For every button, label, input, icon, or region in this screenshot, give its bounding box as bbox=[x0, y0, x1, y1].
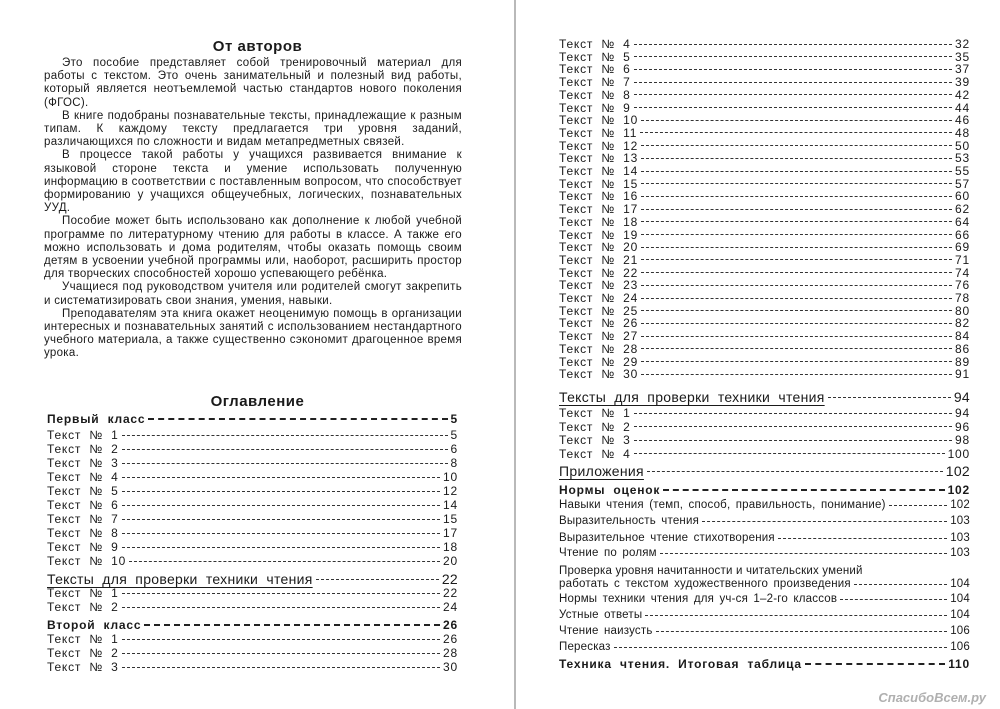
toc-entry-page: 103 bbox=[950, 547, 970, 559]
toc-entry-page: 89 bbox=[955, 354, 970, 369]
toc-leader bbox=[641, 158, 952, 159]
toc-entry-page: 69 bbox=[955, 240, 970, 255]
toc-entry bbox=[559, 609, 970, 621]
toc-entry-label: Текст № 19 bbox=[559, 227, 639, 242]
toc-entry bbox=[47, 571, 458, 587]
toc-leader bbox=[122, 607, 440, 608]
toc-entry-label: Текст № 14 bbox=[559, 164, 639, 178]
toc-entry-page: 78 bbox=[955, 291, 970, 305]
toc-entry-label: Текст № 1 bbox=[47, 586, 119, 600]
toc-leader bbox=[854, 584, 947, 585]
toc-leader bbox=[660, 553, 947, 554]
toc-leader bbox=[828, 397, 951, 398]
toc-leader bbox=[640, 132, 952, 133]
toc-leader bbox=[122, 477, 440, 478]
toc-entry-page: 30 bbox=[443, 660, 458, 674]
toc-entry-page: 106 bbox=[950, 641, 970, 653]
toc-entry-label: Чтение по ролям bbox=[559, 547, 657, 559]
toc-entry-page: 26 bbox=[443, 618, 458, 632]
toc-entry-page: 37 bbox=[955, 62, 970, 77]
toc-entry-label: Текст № 26 bbox=[559, 316, 639, 331]
toc-leader bbox=[122, 491, 440, 492]
toc-entry-page: 91 bbox=[955, 367, 970, 382]
toc-entry-page: 103 bbox=[950, 532, 970, 544]
toc-entry-label: Чтение наизусть bbox=[559, 625, 653, 637]
toc-leader bbox=[634, 82, 952, 83]
toc-entry bbox=[559, 447, 970, 461]
toc-entry-page: 22 bbox=[441, 571, 458, 587]
toc-entry-page: 102 bbox=[947, 483, 970, 497]
toc-leader bbox=[641, 259, 952, 260]
toc-leader bbox=[641, 221, 952, 222]
toc-entry-label: Текст № 9 bbox=[47, 540, 119, 554]
toc-leader bbox=[634, 69, 952, 70]
toc-entry-label: Текст № 18 bbox=[559, 214, 639, 229]
toc-leader bbox=[634, 56, 952, 57]
toc-entry-label: Нормы оценок bbox=[559, 483, 661, 497]
toc-entry-page: 60 bbox=[955, 189, 970, 204]
toc-entry-label: Текст № 10 bbox=[47, 554, 127, 568]
toc-entry-page: 44 bbox=[955, 100, 970, 115]
toc-entry-page: 76 bbox=[955, 278, 970, 293]
toc-entry bbox=[47, 618, 458, 632]
toc-title: Оглавление bbox=[210, 393, 305, 410]
toc-entry-page: 53 bbox=[955, 151, 970, 166]
toc-leader bbox=[889, 505, 948, 506]
toc-leader bbox=[634, 107, 952, 108]
toc-leader bbox=[645, 615, 947, 616]
toc-leader bbox=[805, 663, 945, 665]
toc-entry-page: 106 bbox=[950, 625, 970, 637]
toc-entry-label: Второй класс bbox=[47, 618, 142, 632]
toc-leader bbox=[641, 285, 952, 286]
toc-leader bbox=[641, 145, 952, 146]
toc-entry bbox=[47, 586, 458, 600]
toc-leader bbox=[641, 374, 952, 375]
toc-entry-label: Текст № 7 bbox=[559, 75, 631, 90]
toc-leader bbox=[641, 120, 952, 121]
toc-leader bbox=[122, 435, 448, 436]
toc-leader bbox=[122, 449, 448, 450]
toc-entry-label: Текст № 2 bbox=[47, 442, 119, 456]
toc-entry-label: Текст № 1 bbox=[559, 406, 631, 420]
toc-entry bbox=[47, 498, 458, 512]
toc-leader bbox=[641, 310, 952, 311]
toc-entry-label: Тексты для проверки техники чтения bbox=[47, 571, 313, 587]
toc-entry bbox=[47, 456, 458, 470]
toc-entry-page: 104 bbox=[950, 593, 970, 605]
toc-entry-label: Текст № 3 bbox=[47, 456, 119, 470]
toc-entry bbox=[559, 367, 970, 381]
toc-entry-label: Текст № 7 bbox=[47, 512, 119, 526]
toc-entry-label: Текст № 4 bbox=[559, 446, 631, 461]
toc-entry-page: 104 bbox=[950, 609, 970, 621]
toc-entry bbox=[559, 499, 970, 511]
intro-paragraph: Пособие может быть использовано как дополнение к любой учебной программе по литературному чтению для работы в классе. А также его можно использовать и дома родителям, чтобы оказать помощь своим детям в усвоении учебной программы или, наоборот, расширить простор для творческих способностей хорошо успевающего ребёнка. bbox=[44, 215, 462, 281]
toc-entry-page: 48 bbox=[955, 125, 970, 140]
toc-entry bbox=[47, 412, 458, 426]
toc-leader bbox=[641, 336, 952, 337]
toc-entry-page: 82 bbox=[955, 316, 970, 331]
toc-leader bbox=[122, 593, 440, 594]
toc-entry bbox=[559, 483, 970, 497]
toc-entry-label: Нормы техники чтения для уч-ся 1–2-го классов bbox=[559, 593, 838, 605]
toc-entry-label: Текст № 30 bbox=[559, 367, 639, 382]
toc-leader bbox=[144, 624, 440, 626]
toc-entry bbox=[47, 540, 458, 554]
toc-leader bbox=[122, 667, 440, 668]
toc-entry-label: Текст № 1 bbox=[47, 632, 119, 646]
toc-entry-page: 5 bbox=[450, 412, 458, 426]
toc-leader bbox=[122, 519, 440, 520]
toc-entry-label: Текст № 3 bbox=[559, 433, 631, 447]
toc-entry bbox=[559, 593, 970, 605]
toc-entry-page: 71 bbox=[955, 252, 970, 267]
toc-entry-page: 14 bbox=[443, 498, 458, 512]
toc-leader bbox=[122, 533, 440, 534]
toc-entry-label: Текст № 11 bbox=[559, 125, 638, 140]
toc-entry-label: Текст № 5 bbox=[559, 49, 631, 64]
toc-leader bbox=[634, 440, 952, 441]
toc-entry-label: Текст № 12 bbox=[559, 138, 639, 153]
toc-leader bbox=[647, 471, 943, 472]
toc-entry-page: 94 bbox=[953, 389, 970, 405]
toc-entry-page: 22 bbox=[443, 586, 458, 600]
intro-paragraph: Преподавателям эта книга окажет неоценимую помощь в организации интересных и познавательных занятий с использованием нестандартного учебного материала, а также существенно сэкономит драгоценное время урока. bbox=[44, 307, 462, 360]
toc-entry bbox=[559, 532, 970, 544]
toc-entry-label: Текст № 29 bbox=[559, 354, 639, 369]
toc-entry-label: Выразительное чтение стихотворения bbox=[559, 532, 775, 544]
toc-entry-label: Текст № 22 bbox=[559, 265, 639, 280]
toc-entry-page: 5 bbox=[450, 428, 458, 442]
toc-entry bbox=[559, 657, 970, 671]
toc-entry bbox=[559, 547, 970, 559]
toc-entry-label: Текст № 5 bbox=[47, 484, 119, 498]
toc-leader bbox=[634, 94, 952, 95]
toc-leader bbox=[122, 505, 440, 506]
intro-paragraph: В книге подобраны познавательные тексты, принадлежащие к разным типам. К каждому тексту предлагается три уровня заданий, различающихся по сложности и видам метапредметных связей. bbox=[44, 109, 462, 149]
toc-entry-page: 100 bbox=[947, 446, 970, 461]
toc-entry-label: Текст № 20 bbox=[559, 240, 639, 255]
toc-entry-page: 42 bbox=[955, 87, 970, 102]
toc-entry-page: 39 bbox=[955, 75, 970, 90]
toc-entry-label: Текст № 25 bbox=[559, 303, 639, 318]
toc-entry-page: 55 bbox=[955, 164, 970, 178]
toc-leader bbox=[122, 653, 440, 654]
toc-leader bbox=[641, 247, 952, 248]
toc-entry-label: Текст № 4 bbox=[47, 470, 119, 484]
toc-entry bbox=[559, 433, 970, 447]
toc-leader bbox=[634, 453, 945, 454]
toc-leader bbox=[122, 463, 448, 464]
toc-entry-label: Текст № 21 bbox=[559, 252, 639, 267]
toc-entry-label: Текст № 23 bbox=[559, 278, 639, 293]
toc-entry-label: Текст № 1 bbox=[47, 428, 119, 442]
toc-entry-label: Навыки чтения (темп, способ, правильность, понимание) bbox=[559, 499, 886, 511]
toc-leader bbox=[641, 209, 952, 210]
toc-leader bbox=[634, 426, 952, 427]
toc-entry-label: Техника чтения. Итоговая таблица bbox=[559, 657, 802, 671]
toc-leader bbox=[641, 234, 952, 235]
toc-entry bbox=[47, 442, 458, 456]
toc-entry bbox=[559, 406, 970, 420]
toc-entry-label: Текст № 8 bbox=[47, 526, 119, 540]
toc-entry-label: Первый класс bbox=[47, 412, 146, 426]
toc-entry-page: 64 bbox=[955, 214, 970, 229]
toc-leader bbox=[702, 521, 947, 522]
toc-entry-page: 24 bbox=[443, 600, 458, 614]
toc-entry bbox=[47, 554, 458, 568]
toc-entry-page: 96 bbox=[955, 419, 970, 434]
toc-entry-page: 102 bbox=[950, 499, 970, 511]
toc-entry-page: 102 bbox=[945, 463, 970, 479]
intro-paragraph: В процессе такой работы у учащихся развивается внимание к языковой стороне текста и умение использовать полученную информацию в соответствии с поставленным вопросом, что способствует формированию у учащихся общеучебных, логических, познавательных УУД. bbox=[44, 149, 462, 215]
toc-leader bbox=[148, 418, 447, 420]
toc-leader bbox=[634, 44, 952, 45]
toc-entry-label: Текст № 2 bbox=[47, 600, 119, 614]
toc-leader bbox=[641, 298, 952, 299]
toc-entry-label: Текст № 9 bbox=[559, 100, 631, 115]
toc-entry-label: Текст № 2 bbox=[559, 419, 631, 434]
toc-entry bbox=[559, 420, 970, 434]
toc-entry bbox=[47, 660, 458, 674]
intro-title: От авторов bbox=[212, 38, 303, 55]
toc-entry bbox=[47, 470, 458, 484]
toc-entry bbox=[47, 512, 458, 526]
toc-entry-page: 12 bbox=[443, 484, 458, 498]
toc-entry-label: Тексты для проверки техники чтения bbox=[559, 389, 825, 405]
toc-entry-page: 94 bbox=[955, 406, 970, 420]
toc-entry-label: Текст № 6 bbox=[47, 498, 119, 512]
toc-entry-page: 66 bbox=[955, 227, 970, 242]
toc-entry-label: Текст № 10 bbox=[559, 113, 639, 128]
toc-leader bbox=[122, 547, 440, 548]
toc-entry-page: 6 bbox=[450, 442, 458, 456]
intro-text bbox=[44, 57, 462, 361]
toc-leader bbox=[641, 272, 952, 273]
watermark: СпасибоВсем.ру bbox=[878, 690, 986, 705]
toc-entry-page: 20 bbox=[443, 554, 458, 568]
toc-leader bbox=[840, 599, 947, 600]
toc-entry-page: 46 bbox=[955, 113, 970, 128]
right-page bbox=[516, 0, 1000, 709]
toc-entry bbox=[47, 632, 458, 646]
toc-entry bbox=[559, 389, 970, 405]
toc-entry-page: 35 bbox=[955, 49, 970, 64]
toc-leader bbox=[641, 171, 952, 172]
toc-entry bbox=[559, 625, 970, 637]
toc-entry bbox=[559, 515, 970, 527]
toc-entry-label: Текст № 27 bbox=[559, 329, 639, 344]
toc-entry-page: 10 bbox=[443, 470, 458, 484]
toc-entry-label: Пересказ bbox=[559, 641, 611, 653]
toc-entry bbox=[47, 428, 458, 442]
toc-entry-page: 32 bbox=[955, 37, 970, 51]
toc-entry-label-line1: Проверка уровня начитанности и читательских умений bbox=[559, 565, 863, 577]
toc-leader bbox=[641, 323, 952, 324]
toc-entry-label: Текст № 2 bbox=[47, 646, 119, 660]
toc-entry bbox=[559, 578, 970, 590]
toc-entry bbox=[559, 641, 970, 653]
toc-entry-label: Текст № 4 bbox=[559, 37, 631, 51]
toc-entry-page: 74 bbox=[955, 265, 970, 280]
toc-entry-page: 62 bbox=[955, 202, 970, 217]
toc-leader bbox=[778, 538, 947, 539]
intro-paragraph: Это пособие представляет собой тренировочный материал для работы с текстом. Это очень занимательный и полезный вид работы, который является неотъемлемой частью стандартов нового поколения (ФГОС). bbox=[44, 57, 462, 109]
toc-entry bbox=[47, 526, 458, 540]
toc-entry-label: Выразительность чтения bbox=[559, 515, 700, 527]
toc-entry-label: Текст № 17 bbox=[559, 202, 639, 217]
intro-paragraph: Учащиеся под руководством учителя или родителей смогут закрепить и систематизировать свои знания, умения, навыки. bbox=[44, 281, 462, 307]
toc-entry-page: 98 bbox=[955, 433, 970, 447]
toc-entry-label: Текст № 6 bbox=[559, 62, 631, 77]
toc-leader bbox=[641, 361, 952, 362]
toc-entry-label: Текст № 15 bbox=[559, 176, 639, 191]
toc-entry-page: 104 bbox=[950, 578, 970, 590]
toc-leader bbox=[663, 489, 944, 491]
toc-entry-page: 84 bbox=[955, 329, 970, 344]
toc-entry-label: Текст № 28 bbox=[559, 341, 639, 356]
toc-entry-page: 86 bbox=[955, 341, 970, 356]
toc-entry-label: Текст № 13 bbox=[559, 151, 639, 166]
toc-entry-page: 110 bbox=[948, 657, 970, 671]
toc-entry-page: 17 bbox=[443, 526, 458, 540]
toc-entry-page: 57 bbox=[955, 176, 970, 191]
toc-leader bbox=[656, 631, 948, 632]
toc-entry-label: Текст № 8 bbox=[559, 87, 631, 102]
toc-entry bbox=[47, 646, 458, 660]
toc-leader bbox=[641, 183, 952, 184]
toc-entry-label: работать с текстом художественного произведения bbox=[559, 578, 851, 590]
toc-entry-page: 103 bbox=[950, 515, 970, 527]
toc-entry-label: Текст № 16 bbox=[559, 189, 639, 204]
toc-leader bbox=[122, 639, 440, 640]
toc-entry-label: Приложения bbox=[559, 463, 644, 479]
toc-leader bbox=[614, 647, 948, 648]
toc-entry bbox=[47, 600, 458, 614]
toc-leader bbox=[634, 413, 952, 414]
toc-leader bbox=[316, 579, 439, 580]
toc-leader bbox=[129, 561, 440, 562]
toc-entry-page: 80 bbox=[955, 303, 970, 318]
toc-entry-label: Устные ответы bbox=[559, 609, 643, 621]
toc-entry bbox=[47, 484, 458, 498]
toc-entry-page: 8 bbox=[450, 456, 458, 470]
toc-entry-page: 26 bbox=[443, 632, 458, 646]
toc-entry-page: 50 bbox=[955, 138, 970, 153]
toc-entry-label: Текст № 24 bbox=[559, 291, 639, 305]
toc-leader bbox=[641, 348, 952, 349]
toc-entry-page: 15 bbox=[443, 512, 458, 526]
toc-entry bbox=[559, 463, 970, 479]
toc-entry-page: 28 bbox=[443, 646, 458, 660]
toc-entry-label: Текст № 3 bbox=[47, 660, 119, 674]
toc-entry-page: 18 bbox=[443, 540, 458, 554]
toc-leader bbox=[641, 196, 952, 197]
